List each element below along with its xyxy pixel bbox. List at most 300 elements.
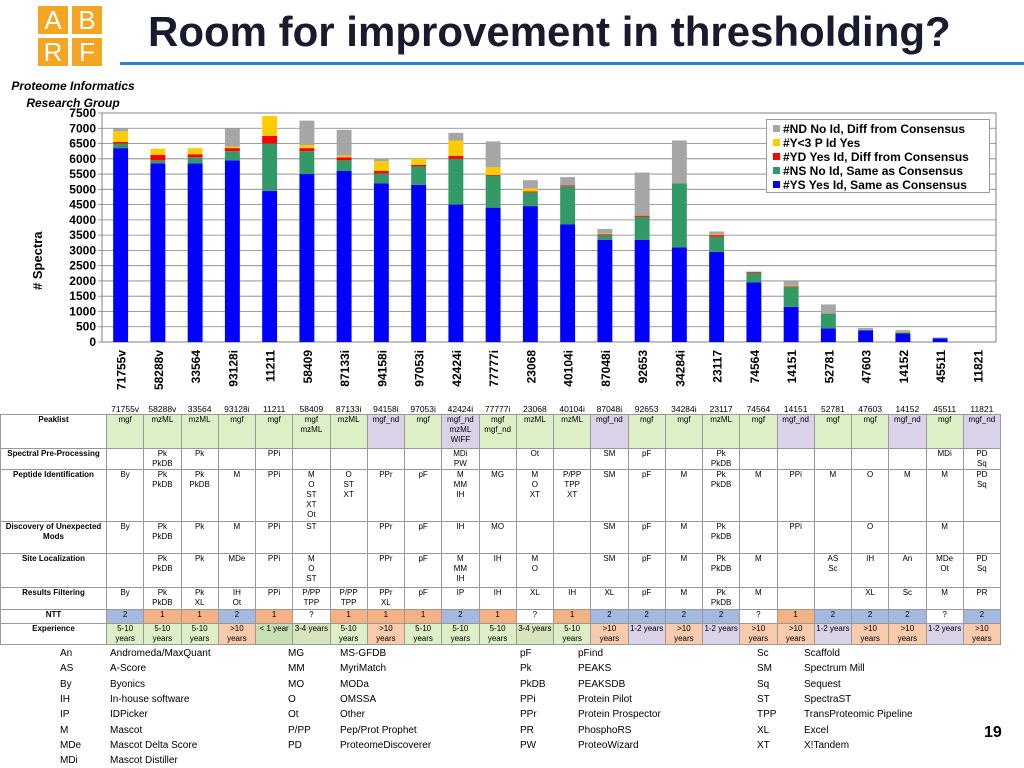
table-cell: 5-10 years — [181, 624, 218, 645]
bar-segment-ys — [262, 191, 277, 342]
table-cell: M MM IH — [442, 470, 479, 522]
table-cell: 1 — [554, 610, 591, 624]
y-tick-label: 5000 — [69, 182, 96, 197]
table-cell: PPi — [256, 522, 293, 554]
table-cell: Pk PkDB — [144, 522, 181, 554]
column-header: 94158i — [373, 404, 399, 414]
table-cell: mgf_nd — [889, 415, 926, 449]
table-cell: O — [852, 522, 889, 554]
abbreviation-code: AS — [60, 663, 74, 675]
table-cell — [814, 449, 851, 470]
bar-segment-nd — [486, 141, 501, 167]
abbreviation-code: P/PP — [288, 724, 311, 736]
table-row — [1, 415, 1001, 449]
table-cell: P/PP TPP XT — [554, 470, 591, 522]
abbreviation-code: XL — [757, 724, 770, 736]
abbreviation-meaning: Andromeda/MaxQuant — [110, 648, 211, 659]
table-cell: pF — [628, 588, 665, 610]
table-cell — [293, 449, 330, 470]
table-cell: mzML — [330, 415, 367, 449]
table-cell: PPr — [367, 522, 404, 554]
table-cell: An — [889, 554, 926, 588]
column-header: 45511 — [933, 404, 957, 414]
column-header: 47603 — [858, 404, 882, 414]
x-tick-label: 47603 — [859, 350, 874, 384]
x-tick-label: 94158i — [375, 350, 390, 387]
bar-segment-ys — [746, 282, 761, 342]
table-cell: 2 — [628, 610, 665, 624]
x-tick-label: 14151 — [785, 350, 800, 384]
table-cell: 1 — [777, 610, 814, 624]
legend-label: #YD Yes Id, Diff from Consensus — [783, 150, 969, 164]
table-cell — [740, 449, 777, 470]
logo-letter: A — [38, 6, 68, 34]
bar-segment-yd — [486, 175, 501, 176]
bar-segment-y3 — [784, 286, 799, 287]
table-cell: M — [665, 522, 702, 554]
table-cell: 1 — [405, 610, 442, 624]
table-cell: MDi — [926, 449, 963, 470]
abbreviation-code: SM — [757, 663, 772, 675]
table-cell: PPi — [256, 449, 293, 470]
y-tick-label: 4500 — [69, 197, 96, 212]
bar-segment-ns — [374, 173, 389, 183]
x-tick-label: 58288v — [151, 350, 166, 391]
y-tick-label: 500 — [75, 319, 96, 334]
row-header: NTT — [1, 610, 107, 624]
abbreviation-code: M — [60, 724, 69, 736]
table-cell: ? — [293, 610, 330, 624]
y-tick-label: 7000 — [69, 121, 96, 136]
bar-segment-ns — [597, 235, 612, 240]
abbreviation-meaning: Mascot Distiller — [110, 755, 178, 767]
table-cell: 1 — [479, 610, 516, 624]
table-cell: 5-10 years — [405, 624, 442, 645]
table-cell: mgf — [256, 415, 293, 449]
table-cell: ? — [926, 610, 963, 624]
table-cell: Pk PkDB — [703, 449, 740, 470]
bar-segment-nd — [337, 130, 352, 156]
abbreviation-meaning: PEAKSDB — [578, 678, 626, 690]
bar-segment-ns — [895, 332, 910, 333]
bar-segment-y3 — [709, 235, 724, 236]
table-cell: 2 — [963, 610, 1000, 624]
abbreviation-meaning: MS-GFDB — [340, 648, 387, 659]
abbreviation-meaning: PhosphoRS — [578, 724, 632, 736]
table-cell — [889, 522, 926, 554]
legend-label: #ND No Id, Diff from Consensus — [783, 122, 966, 136]
table-cell: Pk — [181, 554, 218, 588]
bar-segment-y3 — [374, 161, 389, 171]
bar-segment-yd — [374, 171, 389, 173]
table-cell — [777, 588, 814, 610]
legend-item-ys — [773, 178, 967, 192]
table-cell: >10 years — [218, 624, 255, 645]
abbreviation-code: MM — [288, 663, 305, 675]
table-cell: >10 years — [665, 624, 702, 645]
table-cell: P/PP TPP — [293, 588, 330, 610]
legend-swatch — [773, 139, 780, 146]
table-cell: 5-10 years — [479, 624, 516, 645]
table-cell: By — [107, 588, 144, 610]
table-cell: M MM IH — [442, 554, 479, 588]
bar-segment-ys — [225, 160, 240, 342]
bar-segment-ns — [635, 217, 650, 240]
table-cell: 5-10 years — [107, 624, 144, 645]
table-cell: IH — [442, 522, 479, 554]
table-cell: Pk PkDB — [144, 449, 181, 470]
table-cell: 2 — [703, 610, 740, 624]
table-cell — [330, 522, 367, 554]
table-cell: PD Sq — [963, 470, 1000, 522]
y-tick-label: 4000 — [69, 212, 96, 227]
y-tick-label: 5500 — [69, 167, 96, 182]
table-cell: M O ST XT Ot — [293, 470, 330, 522]
table-cell: 1-2 years — [814, 624, 851, 645]
table-cell: SM — [591, 554, 628, 588]
bar-segment-ns — [821, 314, 836, 329]
table-cell: M — [665, 470, 702, 522]
x-tick-label: 97053i — [412, 350, 427, 387]
y-tick-label: 1000 — [69, 304, 96, 319]
table-cell: PPi — [777, 470, 814, 522]
bar-segment-ns — [858, 330, 873, 331]
y-tick-label: 3500 — [69, 228, 96, 243]
row-header: Results Filtering — [1, 588, 107, 610]
abbreviation-code: PD — [288, 739, 302, 751]
table-cell: P/PP TPP — [330, 588, 367, 610]
abbreviation-code: TPP — [757, 709, 777, 721]
table-cell: MO — [479, 522, 516, 554]
bar-segment-nd — [560, 177, 575, 185]
column-header: 58409 — [299, 404, 324, 414]
bar-segment-y3 — [299, 145, 314, 148]
table-row — [1, 624, 1001, 645]
table-cell: pF — [405, 522, 442, 554]
x-tick-label: 23068 — [524, 350, 539, 384]
bar-segment-y3 — [895, 332, 910, 333]
page-number: 19 — [984, 724, 1002, 741]
y-tick-label: 7500 — [69, 106, 96, 120]
abbreviation-code: An — [60, 648, 73, 659]
bar-segment-ys — [523, 206, 538, 342]
table-cell — [367, 449, 404, 470]
table-cell: pF — [405, 554, 442, 588]
table-cell — [554, 449, 591, 470]
table-cell: mgf_nd — [777, 415, 814, 449]
column-header: 42424i — [447, 404, 474, 414]
x-tick-label: 33564 — [189, 350, 204, 384]
table-cell: pF — [628, 449, 665, 470]
x-tick-label: 14152 — [896, 350, 911, 384]
abbreviation-meaning: Pep/Prot Prophet — [340, 724, 417, 736]
y-tick-label: 2000 — [69, 273, 96, 288]
abbreviation-meaning: Spectrum Mill — [804, 663, 865, 675]
bar-segment-y3 — [113, 131, 128, 142]
abbreviation-meaning: Excel — [804, 724, 829, 736]
table-cell — [777, 554, 814, 588]
table-cell: 2 — [591, 610, 628, 624]
row-header: Spectral Pre-Processing — [1, 449, 107, 470]
table-cell: mgf — [926, 415, 963, 449]
table-cell: mgf — [814, 415, 851, 449]
bar-segment-yd — [262, 136, 277, 144]
bar-segment-y3 — [411, 159, 426, 165]
bar-segment-ys — [784, 307, 799, 342]
bar-segment-ns — [784, 287, 799, 307]
bar-segment-ys — [933, 338, 948, 342]
table-cell: MG — [479, 470, 516, 522]
column-header: 58288v — [148, 404, 177, 414]
logo-letter: R — [38, 38, 68, 66]
bar-segment-yd — [635, 216, 650, 217]
bar-segment-yd — [188, 154, 203, 157]
legend-swatch — [773, 125, 780, 132]
table-cell: IH Ot — [218, 588, 255, 610]
bar-segment-nd — [448, 133, 463, 141]
table-cell: 1 — [256, 610, 293, 624]
table-cell: IH — [479, 554, 516, 588]
table-cell: PPi — [256, 588, 293, 610]
legend-swatch — [773, 153, 780, 160]
table-cell — [107, 554, 144, 588]
bar-segment-y3 — [337, 156, 352, 158]
bar-segment-ns — [486, 176, 501, 208]
table-cell: mgf — [405, 415, 442, 449]
column-header: 14151 — [783, 404, 808, 414]
bar-segment-nd — [299, 121, 314, 145]
bar-segment-nd — [895, 330, 910, 332]
column-header: 92653 — [634, 404, 659, 414]
table-cell: O — [852, 470, 889, 522]
abbreviation-meaning: In-house software — [110, 693, 190, 705]
table-cell: mzML — [554, 415, 591, 449]
table-cell — [665, 449, 702, 470]
bar-segment-ns — [188, 157, 203, 163]
x-tick-label: 87133i — [338, 350, 353, 387]
table-cell: 2 — [442, 610, 479, 624]
table-cell: ST — [293, 522, 330, 554]
abbreviation-code: PkDB — [520, 678, 546, 690]
table-cell: mgf_nd — [963, 415, 1000, 449]
table-row — [1, 610, 1001, 624]
abbreviation-meaning: Other — [340, 709, 366, 721]
table-cell: >10 years — [852, 624, 889, 645]
abbreviation-code: PR — [520, 724, 534, 736]
table-cell: PPi — [256, 470, 293, 522]
table-cell: MDi PW — [442, 449, 479, 470]
bar-segment-yd — [560, 185, 575, 186]
table-cell: mgf_nd — [367, 415, 404, 449]
table-cell: 2 — [665, 610, 702, 624]
bar-segment-y3 — [486, 167, 501, 175]
table-row — [1, 522, 1001, 554]
table-cell: mgf — [218, 415, 255, 449]
table-cell: 5-10 years — [330, 624, 367, 645]
column-header: 87133i — [335, 404, 362, 414]
bar-segment-yd — [784, 286, 799, 287]
bar-segment-ys — [150, 163, 165, 342]
table-cell: Ot — [516, 449, 553, 470]
bar-segment-ns — [746, 273, 761, 283]
table-cell: Sc — [889, 588, 926, 610]
column-header: 93128i — [224, 404, 250, 414]
legend-label: #Y<3 P Id Yes — [783, 136, 861, 150]
bar-segment-y3 — [262, 116, 277, 136]
table-cell: PD Sq — [963, 449, 1000, 470]
legend-swatch — [773, 181, 780, 188]
abbreviation-meaning: OMSSA — [340, 693, 377, 705]
bar-segment-ns — [299, 151, 314, 174]
bar-segment-y3 — [448, 140, 463, 155]
y-tick-label: 6000 — [69, 151, 96, 166]
table-cell: MDe — [218, 554, 255, 588]
abbreviation-meaning: Sequest — [804, 678, 841, 690]
table-cell — [740, 522, 777, 554]
table-cell: PR — [963, 588, 1000, 610]
abbreviation-meaning: X!Tandem — [804, 739, 850, 751]
x-tick-label: 77777i — [487, 350, 502, 387]
abbreviation-code: By — [60, 678, 72, 690]
bar-segment-ys — [337, 171, 352, 342]
bar-segment-nd — [113, 128, 128, 131]
table-cell: mgf mzML — [293, 415, 330, 449]
y-axis-label: # Spectra — [30, 231, 45, 290]
table-cell: pF — [628, 470, 665, 522]
abbreviation-meaning: Scaffold — [804, 648, 840, 659]
table-cell: M — [740, 470, 777, 522]
table-cell: 2 — [852, 610, 889, 624]
table-cell: PPi — [777, 522, 814, 554]
bar-segment-ns — [113, 144, 128, 149]
table-cell — [554, 522, 591, 554]
table-cell — [889, 449, 926, 470]
bar-segment-yd — [113, 142, 128, 144]
table-cell — [516, 522, 553, 554]
row-header: Discovery of Unexpected Mods — [1, 522, 107, 554]
y-tick-label: 0 — [89, 335, 96, 349]
column-header: 11211 — [262, 404, 286, 414]
table-cell: 1 — [144, 610, 181, 624]
table-cell: mgf — [665, 415, 702, 449]
abbreviation-meaning: ProteomeDiscoverer — [340, 739, 432, 751]
table-cell: Pk XL — [181, 588, 218, 610]
table-cell: XL — [852, 588, 889, 610]
table-row — [1, 554, 1001, 588]
bar-segment-ys — [858, 330, 873, 342]
legend-item-y3 — [773, 136, 860, 150]
table-cell: pF — [628, 522, 665, 554]
abbreviation-code: PPi — [520, 693, 536, 705]
table-cell — [814, 588, 851, 610]
bar-segment-ys — [299, 174, 314, 342]
table-cell: 1-2 years — [628, 624, 665, 645]
abbreviation-meaning: Mascot Delta Score — [110, 739, 198, 751]
table-cell: M — [926, 588, 963, 610]
bar-segment-y3 — [523, 188, 538, 191]
table-cell: SM — [591, 449, 628, 470]
abbreviation-meaning: pFind — [578, 648, 604, 659]
table-cell: Pk PkDB — [703, 588, 740, 610]
x-tick-label: 45511 — [934, 350, 949, 383]
column-header: 23117 — [709, 404, 733, 414]
abbreviation-meaning: MyriMatch — [340, 663, 387, 675]
abbreviation-code: ST — [757, 693, 770, 705]
bar-segment-ns — [560, 186, 575, 224]
table-cell: 2 — [218, 610, 255, 624]
table-cell: M — [926, 522, 963, 554]
y-tick-label: 2500 — [69, 258, 96, 273]
table-cell: By — [107, 470, 144, 522]
bar-segment-nd — [933, 337, 948, 338]
bar-segment-ns — [262, 144, 277, 191]
table-cell: M — [740, 588, 777, 610]
table-cell: XL — [516, 588, 553, 610]
table-cell: 1 — [330, 610, 367, 624]
abbreviation-code: O — [288, 693, 296, 705]
table-cell: M — [814, 470, 851, 522]
row-header: Peptide Identification — [1, 470, 107, 522]
bar-segment-ys — [486, 208, 501, 342]
table-cell: IH — [554, 588, 591, 610]
table-cell — [330, 554, 367, 588]
table-cell: IP — [442, 588, 479, 610]
bar-segment-y3 — [597, 234, 612, 235]
abbreviation-code: PPr — [520, 709, 537, 721]
bar-segment-ys — [560, 224, 575, 342]
x-tick-label: 23117 — [710, 350, 725, 383]
table-cell: pF — [628, 554, 665, 588]
x-tick-label: 42424i — [449, 350, 464, 387]
bar-segment-ns — [337, 160, 352, 171]
table-cell: 2 — [107, 610, 144, 624]
table-cell: 3-4 years — [516, 624, 553, 645]
table-cell — [107, 449, 144, 470]
bar-segment-ys — [374, 183, 389, 342]
column-header: 33564 — [187, 404, 212, 414]
bar-segment-nd — [858, 328, 873, 330]
x-tick-label: 93128i — [226, 350, 241, 387]
table-cell: PPr XL — [367, 588, 404, 610]
table-cell: >10 years — [367, 624, 404, 645]
abbreviation-code: Ot — [288, 709, 299, 721]
table-cell: M — [218, 522, 255, 554]
bar-segment-ys — [895, 333, 910, 342]
table-cell: ? — [516, 610, 553, 624]
abbreviation-code: pF — [520, 648, 532, 659]
table-cell: >10 years — [777, 624, 814, 645]
row-header: Site Localization — [1, 554, 107, 588]
x-tick-label: 71755v — [114, 350, 129, 391]
table-cell: PPr — [367, 470, 404, 522]
bar-segment-y3 — [150, 149, 165, 155]
table-cell: M — [665, 554, 702, 588]
table-cell: mgf — [740, 415, 777, 449]
y-tick-label: 6500 — [69, 136, 96, 151]
abbreviation-meaning: Mascot — [110, 724, 143, 736]
bar-segment-nd — [821, 304, 836, 313]
bar-segment-ns — [225, 151, 240, 160]
bar-segment-yd — [225, 148, 240, 151]
bar-segment-nd — [523, 180, 538, 188]
abbreviation-code: IH — [60, 693, 70, 705]
table-cell: 5-10 years — [554, 624, 591, 645]
logo-letter: F — [72, 38, 102, 66]
bar-segment-yd — [523, 191, 538, 192]
table-cell — [963, 522, 1000, 554]
table-cell: >10 years — [740, 624, 777, 645]
bar-segment-ns — [150, 160, 165, 163]
